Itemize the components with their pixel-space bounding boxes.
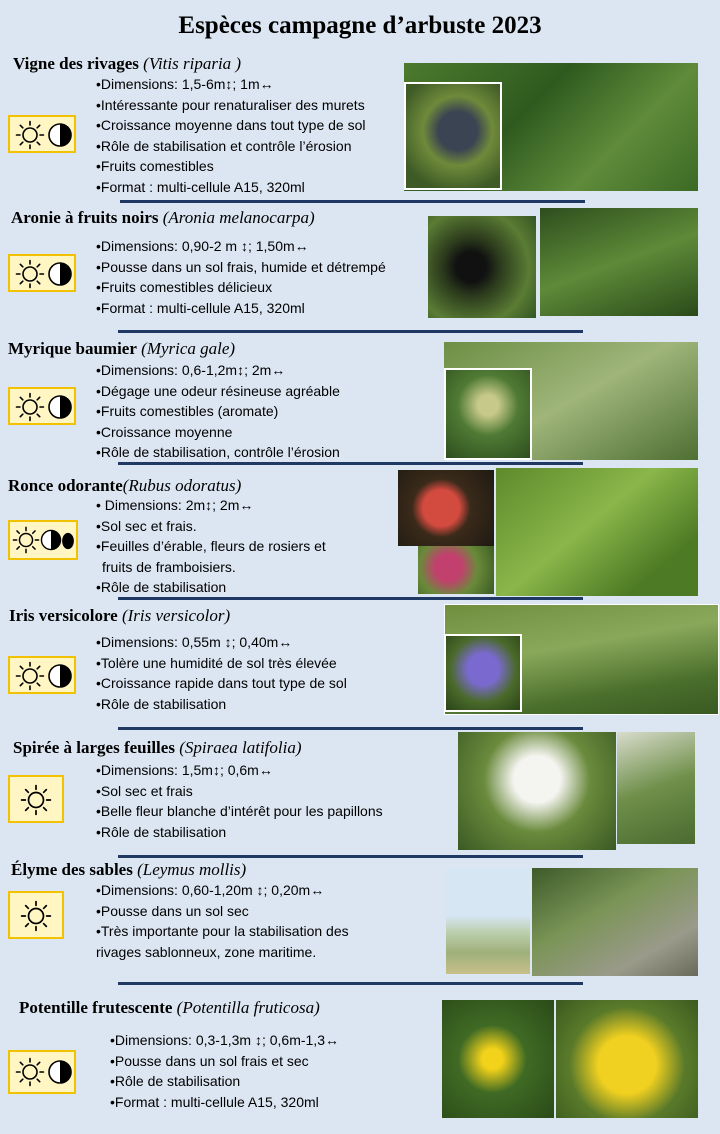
species-title	[19, 998, 320, 1018]
bullet: •Sol sec et frais.	[96, 517, 197, 534]
shade-icon	[57, 527, 79, 555]
bullet: •Intéressante pour renaturaliser des murets	[96, 96, 365, 113]
species-bullets	[110, 1030, 339, 1112]
bullet: •Belle fleur blanche d’intérêt pour les papillons	[96, 803, 383, 819]
species-bullets	[96, 880, 349, 962]
bullet: •Rôle de stabilisation	[96, 823, 227, 840]
bullet: •Dimensions: 0,3-1,3m ↕; 0,6m-1,3↔	[110, 1032, 339, 1048]
half-shade-icon	[45, 392, 75, 422]
light-requirement-icons	[8, 656, 76, 694]
bullet: •Rôle de stabilisation	[96, 579, 227, 595]
bullet: •Pousse dans un sol frais, humide et détrempé	[96, 258, 386, 275]
species-title	[13, 54, 241, 74]
bullet: •Fruits comestibles délicieux	[96, 279, 273, 295]
bullet: •Dégage une odeur résineuse agréable	[96, 382, 340, 399]
bullet: •Dimensions: 1,5m↕; 0,6m↔	[96, 762, 273, 778]
species-name: Vigne des rivages	[13, 54, 139, 73]
light-requirement-icons	[8, 387, 76, 425]
species-bullets	[96, 74, 366, 197]
bullet: •Rôle de stabilisation, contrôle l’érosion	[96, 444, 340, 460]
bullet: •Croissance rapide dans tout type de sol	[96, 675, 347, 691]
plant-photo-inset	[444, 634, 522, 712]
bullet: •Croissance moyenne dans tout type de sol	[96, 117, 366, 133]
bullet: •Feuilles d’érable, fleurs de rosiers et	[96, 538, 326, 554]
bullet: •Très importante pour la stabilisation des	[96, 923, 349, 939]
sun-icon	[20, 900, 52, 932]
section-separator	[118, 982, 583, 985]
bullet: •Pousse dans un sol sec	[96, 902, 249, 919]
half-shade-icon	[45, 661, 75, 691]
sun-icon	[20, 784, 52, 816]
species-name: Élyme des sables	[11, 860, 133, 879]
species-name: Iris versicolore	[9, 606, 118, 625]
bullet: •Fruits comestibles	[96, 158, 214, 174]
light-requirement-icons	[8, 115, 76, 153]
light-requirement-icons	[8, 1050, 76, 1094]
species-bullets	[96, 360, 340, 463]
species-title	[11, 208, 315, 228]
half-shade-icon	[45, 259, 75, 289]
plant-photo	[540, 208, 698, 316]
species-latin: (Vitis riparia )	[143, 54, 242, 73]
section-separator	[120, 200, 585, 203]
plant-photo	[458, 732, 616, 850]
section-separator	[118, 727, 583, 730]
bullet: • Dimensions: 2m↕; 2m↔	[96, 497, 254, 513]
plant-photo	[446, 868, 530, 974]
bullet: •Rôle de stabilisation	[110, 1073, 241, 1089]
plant-photo	[496, 468, 698, 596]
bullet: •Format : multi-cellule A15, 320ml	[96, 299, 305, 316]
species-latin: (Iris versicolor)	[121, 606, 231, 625]
bullet: •Fruits comestibles (aromate)	[96, 403, 279, 419]
species-latin: (Aronia melanocarpa)	[162, 208, 315, 227]
species-title	[13, 738, 302, 758]
plant-photo	[442, 1000, 554, 1118]
bullet: •Dimensions: 1,5-6m↕; 1m↔	[96, 76, 274, 92]
species-name: Potentille frutescente	[19, 998, 173, 1017]
page-title: Espèces campagne d’arbuste 2023	[178, 12, 542, 39]
bullet: •Format : multi-cellule A15, 320ml	[110, 1093, 319, 1110]
sun-icon	[15, 259, 45, 289]
species-latin: (Spiraea latifolia)	[179, 738, 302, 757]
light-requirement-icons	[8, 891, 64, 939]
plant-photo	[428, 216, 536, 318]
bullet: •Tolère une humidité de sol très élevée	[96, 654, 337, 671]
species-name: Myrique baumier	[8, 339, 137, 358]
species-bullets	[96, 495, 326, 598]
plant-photo	[556, 1000, 698, 1118]
species-latin: (Leymus mollis)	[137, 860, 247, 879]
bullet: •Dimensions: 0,90-2 m ↕; 1,50m↔	[96, 238, 309, 254]
bullet: fruits de framboisiers.	[102, 558, 236, 575]
section-separator	[118, 855, 583, 858]
light-requirement-icons	[8, 775, 64, 823]
bullet: •Dimensions: 0,55m ↕; 0,40m↔	[96, 634, 293, 650]
sun-icon	[15, 392, 45, 422]
half-shade-icon	[45, 1057, 75, 1087]
section-separator	[118, 597, 583, 600]
sun-icon	[12, 526, 40, 554]
bullet: rivages sablonneux, zone maritime.	[96, 943, 317, 960]
section-separator	[118, 462, 583, 465]
bullet: •Format : multi-cellule A15, 320ml	[96, 178, 305, 195]
species-latin: (Rubus odoratus)	[122, 476, 242, 495]
bullet: •Rôle de stabilisation et contrôle l’érosion	[96, 137, 352, 154]
sun-icon	[15, 661, 45, 691]
bullet: •Dimensions: 0,6-1,2m↕; 2m↔	[96, 362, 286, 378]
plant-photo	[418, 546, 494, 594]
species-title	[8, 476, 241, 496]
species-latin: (Potentilla fruticosa)	[176, 998, 320, 1017]
species-bullets	[96, 632, 347, 714]
light-requirement-icons	[8, 254, 76, 292]
bullet: •Pousse dans un sol frais et sec	[110, 1052, 309, 1069]
species-latin: (Myrica gale)	[141, 339, 236, 358]
species-bullets	[96, 236, 386, 318]
plant-photo-inset	[404, 82, 502, 190]
species-bullets	[96, 760, 383, 842]
species-name: Spirée à larges feuilles	[13, 738, 175, 757]
bullet: •Sol sec et frais	[96, 782, 193, 799]
section-separator	[118, 330, 583, 333]
light-requirement-icons	[8, 520, 78, 560]
plant-photo	[532, 868, 698, 976]
species-name: Aronie à fruits noirs	[11, 208, 159, 227]
sun-icon	[15, 1057, 45, 1087]
bullet: •Dimensions: 0,60-1,20m ↕; 0,20m↔	[96, 882, 325, 898]
species-title	[9, 606, 230, 626]
half-shade-icon	[45, 120, 75, 150]
plant-photo-inset	[444, 368, 532, 460]
plant-photo	[617, 732, 695, 844]
sun-icon	[15, 120, 45, 150]
bullet: •Croissance moyenne	[96, 423, 233, 440]
plant-photo	[398, 470, 494, 546]
species-name: Ronce odorante	[8, 476, 123, 495]
species-title	[11, 860, 246, 880]
bullet: •Rôle de stabilisation	[96, 695, 227, 712]
species-title	[8, 339, 235, 359]
